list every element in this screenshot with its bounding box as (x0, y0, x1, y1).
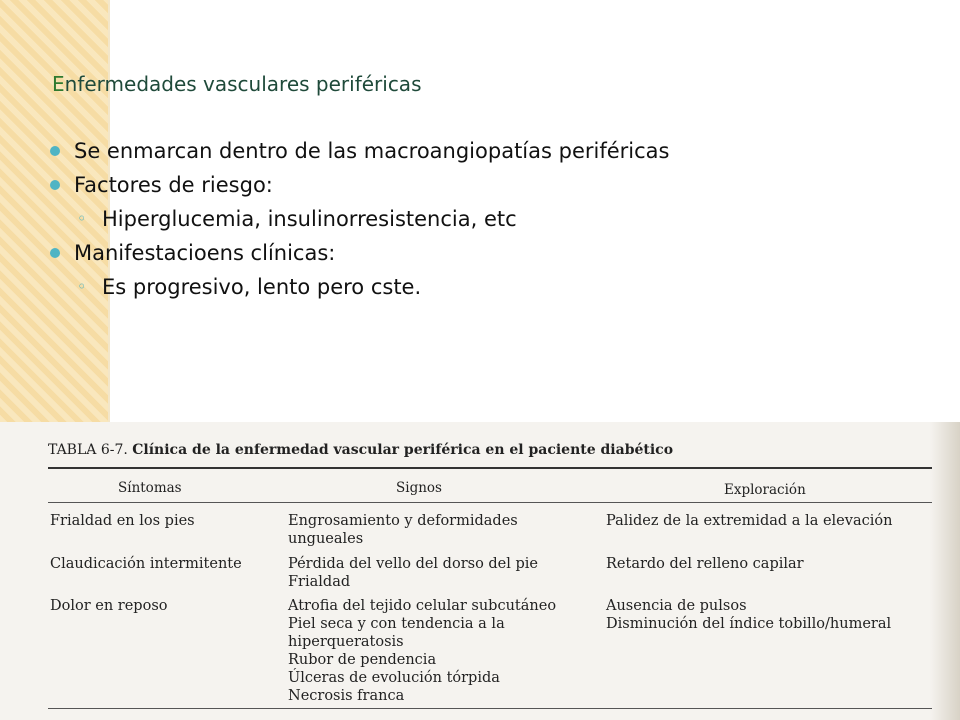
table-bottom-rule (48, 708, 932, 709)
row3-signos: Atrofia del tejido celular subcutáneo Piel seca y con tendencia a la hiperqueratosis Rubor de pendencia Úlceras de evolución tórpida Necrosis franca (288, 598, 557, 704)
bullet-text: Se enmarcan dentro de las macroangiopatías periféricas (74, 139, 670, 163)
header-signos: Signos (396, 480, 442, 496)
table-top-rule (48, 467, 932, 469)
row2-sintomas: Claudicación intermitente (50, 556, 242, 572)
table-title-text: Clínica de la enfermedad vascular periférica en el paciente diabético (132, 442, 674, 458)
row3-exploracion: Ausencia de pulsos Disminución del índice tobillo/humeral (606, 598, 892, 632)
table-label: TABLA 6-7. (48, 442, 128, 458)
row2-exploracion: Retardo del relleno capilar (606, 556, 804, 572)
clinical-table (48, 440, 932, 704)
bullet-list (50, 134, 910, 304)
header-sintomas: Síntomas (118, 480, 182, 496)
sub-bullet-item (50, 270, 910, 304)
bullet-text: Factores de riesgo: (74, 173, 273, 197)
bullet-text: Es progresivo, lento pero cste. (102, 275, 422, 299)
header-rule (48, 502, 932, 503)
bullet-item (50, 168, 910, 202)
bullet-item (50, 236, 910, 270)
row1-exploracion: Palidez de la extremidad a la elevación (606, 513, 893, 529)
bullet-text: Hiperglucemia, insulinorresistencia, etc (102, 207, 517, 231)
scan-page-shadow (930, 422, 960, 720)
slide-title-rest: nfermedades vasculares periféricas (64, 72, 422, 96)
row3-sintomas: Dolor en reposo (50, 598, 168, 614)
slide-title (52, 72, 422, 96)
sub-bullet-item (50, 202, 910, 236)
row1-signos: Engrosamiento y deformidades ungueales (288, 513, 518, 547)
table-title (48, 440, 932, 460)
bullet-text: Manifestacioens clínicas: (74, 241, 336, 265)
row1-sintomas: Frialdad en los pies (50, 513, 195, 529)
header-exploracion: Exploración (724, 482, 806, 498)
bullet-item (50, 134, 910, 168)
row2-signos: Pérdida del vello del dorso del pie Frialdad (288, 556, 539, 590)
slide-title-initial: E (52, 72, 65, 96)
